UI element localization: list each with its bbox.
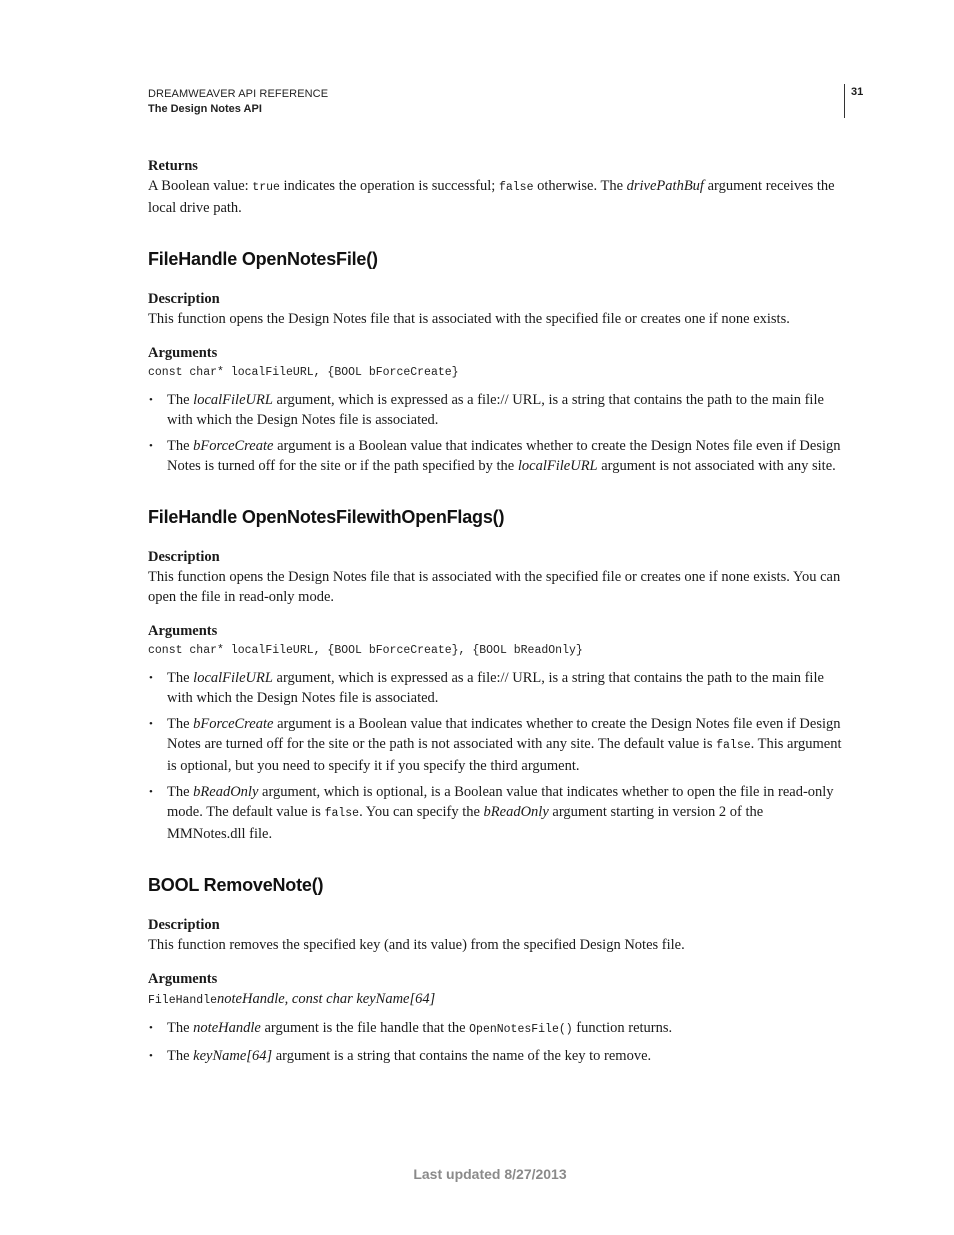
description-label: Description — [148, 549, 220, 565]
argument-signature: const char* localFileURL, {BOOL bForceCreate}, {BOOL bReadOnly} — [148, 644, 583, 657]
returns-label: Returns — [148, 158, 198, 174]
last-updated: Last updated 8/27/2013 — [413, 1166, 567, 1182]
arguments-label: Arguments — [148, 623, 218, 639]
page-footer — [0, 1166, 954, 1182]
list-item: • The bForceCreate argument is a Boolean value that indicates whether to create the Design Notes file even if Design Notes is turned off for the site or if the path specified by the localFileURL argument is not associated with any site. — [148, 436, 842, 476]
arguments-label: Arguments — [148, 345, 218, 361]
list-item: • The localFileURL argument, which is expressed as a file:// URL, is a string that contains the path to the main file with which the Design Notes file is associated. — [148, 390, 842, 430]
description-text: This function removes the specified key (and its value) from the specified Design Notes file. — [148, 937, 685, 953]
description-label: Description — [148, 291, 220, 307]
header-divider — [844, 84, 845, 118]
page-content — [148, 156, 842, 1066]
function-heading-opennotesfile: FileHandle OpenNotesFile() — [148, 249, 378, 269]
argument-list — [148, 390, 842, 476]
argument-signature: const char* localFileURL, {BOOL bForceCreate} — [148, 366, 459, 379]
list-item: • The localFileURL argument, which is expressed as a file:// URL, is a string that contains the path to the main file with which the Design Notes file is associated. — [148, 668, 842, 708]
list-item: • The noteHandle argument is the file handle that the OpenNotesFile() function returns. — [148, 1018, 842, 1040]
running-header — [148, 87, 328, 117]
returns-text: A Boolean value: true indicates the operation is successful; false otherwise. The drivePathBuf argument receives the local drive path. — [148, 178, 835, 216]
description-label: Description — [148, 917, 220, 933]
list-item: • The keyName[64] argument is a string that contains the name of the key to remove. — [148, 1046, 842, 1066]
description-text: This function opens the Design Notes file that is associated with the specified file or creates one if none exists. You can open the file in read-only mode. — [148, 569, 841, 605]
page-number: 31 — [851, 86, 864, 98]
function-heading-removenote: BOOL RemoveNote() — [148, 875, 324, 895]
book-title: DREAMWEAVER API REFERENCE — [148, 88, 329, 100]
argument-list — [148, 1018, 842, 1066]
chapter-title: The Design Notes API — [148, 103, 262, 115]
function-heading-opennotesfilewithopenflags: FileHandle OpenNotesFilewithOpenFlags() — [148, 507, 505, 527]
description-text: This function opens the Design Notes file that is associated with the specified file or creates one if none exists. — [148, 311, 790, 327]
argument-list — [148, 668, 842, 844]
argument-signature: FileHandlenoteHandle, const char keyName[64] — [148, 991, 436, 1007]
arguments-label: Arguments — [148, 971, 218, 987]
list-item: • The bReadOnly argument, which is optional, is a Boolean value that indicates whether to open the file in read-only mode. The default value is false. You can specify the bReadOnly argument starting in version 2 of the MMNotes.dll file. — [148, 782, 842, 844]
list-item: • The bForceCreate argument is a Boolean value that indicates whether to create the Design Notes file even if Design Notes are turned off for the site or the path is not associated with any site. The default value is false. This argument is optional, but you need to specify it if you specify the third argument. — [148, 714, 842, 776]
